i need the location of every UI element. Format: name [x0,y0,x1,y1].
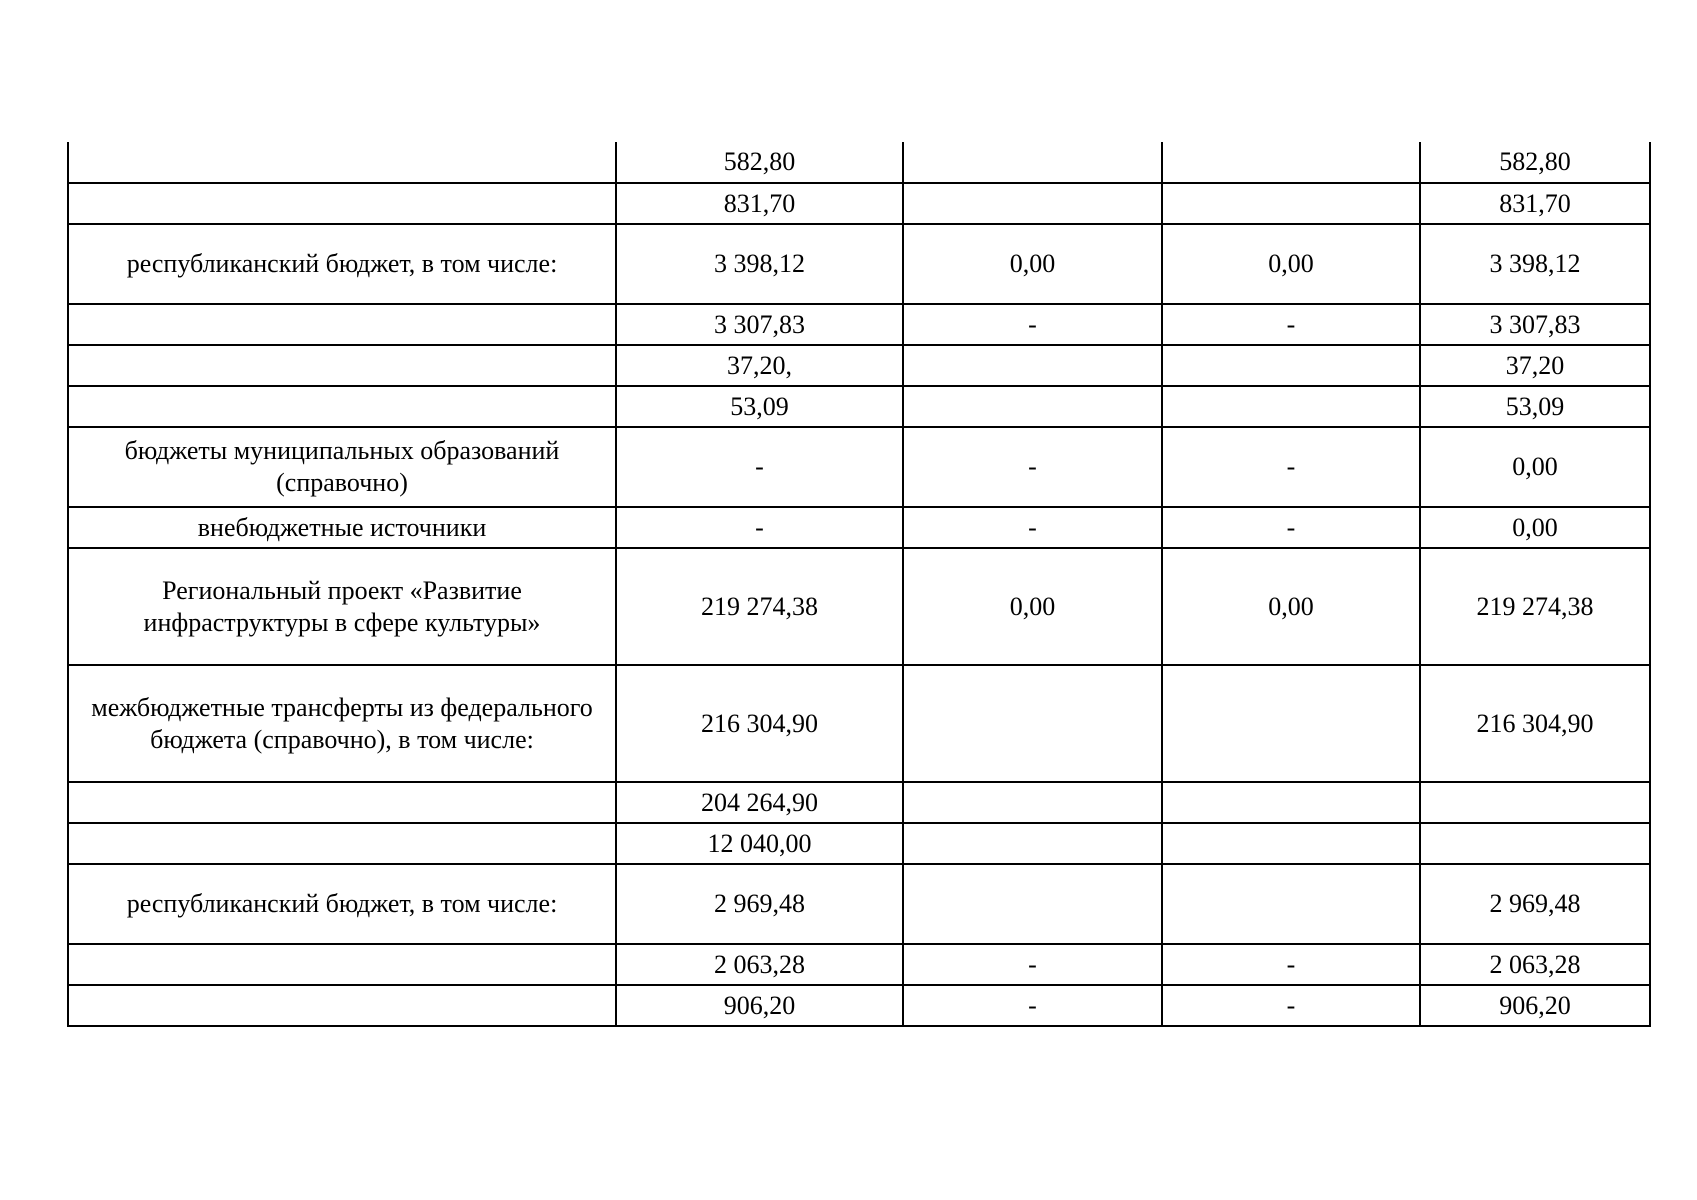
value-cell: 2 063,28 [616,944,903,985]
value-cell: 906,20 [616,985,903,1026]
value-cell: - [903,507,1162,548]
row-label [68,345,616,386]
value-cell [1162,782,1420,823]
total-cell: 219 274,38 [1420,548,1650,665]
table-row [68,823,1650,864]
value-cell: 0,00 [1162,224,1420,304]
value-cell [1162,183,1420,224]
total-cell: 3 307,83 [1420,304,1650,345]
value-cell: - [1162,427,1420,507]
total-cell: 2 063,28 [1420,944,1650,985]
value-cell: 0,00 [903,548,1162,665]
total-cell: 582,80 [1420,142,1650,183]
value-cell: 3 307,83 [616,304,903,345]
value-cell [903,345,1162,386]
row-label: бюджеты муниципальных образований (справочно) [68,427,616,507]
value-cell: 0,00 [903,224,1162,304]
value-cell [1162,142,1420,183]
value-cell [903,782,1162,823]
row-label: межбюджетные трансферты из федерального бюджета (справочно), в том числе: [68,665,616,782]
row-label: республиканский бюджет, в том числе: [68,224,616,304]
value-cell: - [616,427,903,507]
value-cell: - [903,944,1162,985]
table-row [68,224,1650,304]
row-label [68,183,616,224]
value-cell [1162,665,1420,782]
table-row [68,507,1650,548]
value-cell: - [1162,944,1420,985]
row-label [68,944,616,985]
total-cell: 3 398,12 [1420,224,1650,304]
value-cell: - [903,304,1162,345]
value-cell: 12 040,00 [616,823,903,864]
total-cell: 53,09 [1420,386,1650,427]
table-row [68,183,1650,224]
value-cell [1162,386,1420,427]
value-cell: 2 969,48 [616,864,903,944]
value-cell: - [1162,507,1420,548]
budget-table [67,142,1651,1027]
row-label [68,304,616,345]
value-cell [903,823,1162,864]
row-label: республиканский бюджет, в том числе: [68,864,616,944]
value-cell: - [1162,985,1420,1026]
total-cell: 831,70 [1420,183,1650,224]
value-cell: 0,00 [1162,548,1420,665]
table-row [68,944,1650,985]
row-label [68,823,616,864]
value-cell: 3 398,12 [616,224,903,304]
row-label [68,142,616,183]
value-cell [1162,864,1420,944]
total-cell: 0,00 [1420,507,1650,548]
row-label [68,782,616,823]
row-label [68,985,616,1026]
table-row [68,985,1650,1026]
table-row [68,665,1650,782]
value-cell [903,142,1162,183]
table-row [68,427,1650,507]
total-cell: 37,20 [1420,345,1650,386]
value-cell [1162,345,1420,386]
table-row [68,782,1650,823]
total-cell: 906,20 [1420,985,1650,1026]
row-label [68,386,616,427]
value-cell: 831,70 [616,183,903,224]
value-cell: 204 264,90 [616,782,903,823]
value-cell: 582,80 [616,142,903,183]
value-cell [903,183,1162,224]
value-cell [903,665,1162,782]
value-cell: 219 274,38 [616,548,903,665]
table-row [68,142,1650,183]
total-cell [1420,782,1650,823]
table-row [68,345,1650,386]
value-cell: 37,20, [616,345,903,386]
table-row [68,548,1650,665]
table-row [68,304,1650,345]
total-cell: 2 969,48 [1420,864,1650,944]
value-cell: - [903,427,1162,507]
value-cell: - [1162,304,1420,345]
value-cell [903,864,1162,944]
row-label: Региональный проект «Развитие инфраструктуры в сфере культуры» [68,548,616,665]
value-cell [1162,823,1420,864]
table-row [68,386,1650,427]
total-cell [1420,823,1650,864]
value-cell: - [616,507,903,548]
row-label: внебюджетные источники [68,507,616,548]
value-cell: - [903,985,1162,1026]
total-cell: 216 304,90 [1420,665,1650,782]
value-cell: 53,09 [616,386,903,427]
value-cell [903,386,1162,427]
total-cell: 0,00 [1420,427,1650,507]
value-cell: 216 304,90 [616,665,903,782]
table-row [68,864,1650,944]
